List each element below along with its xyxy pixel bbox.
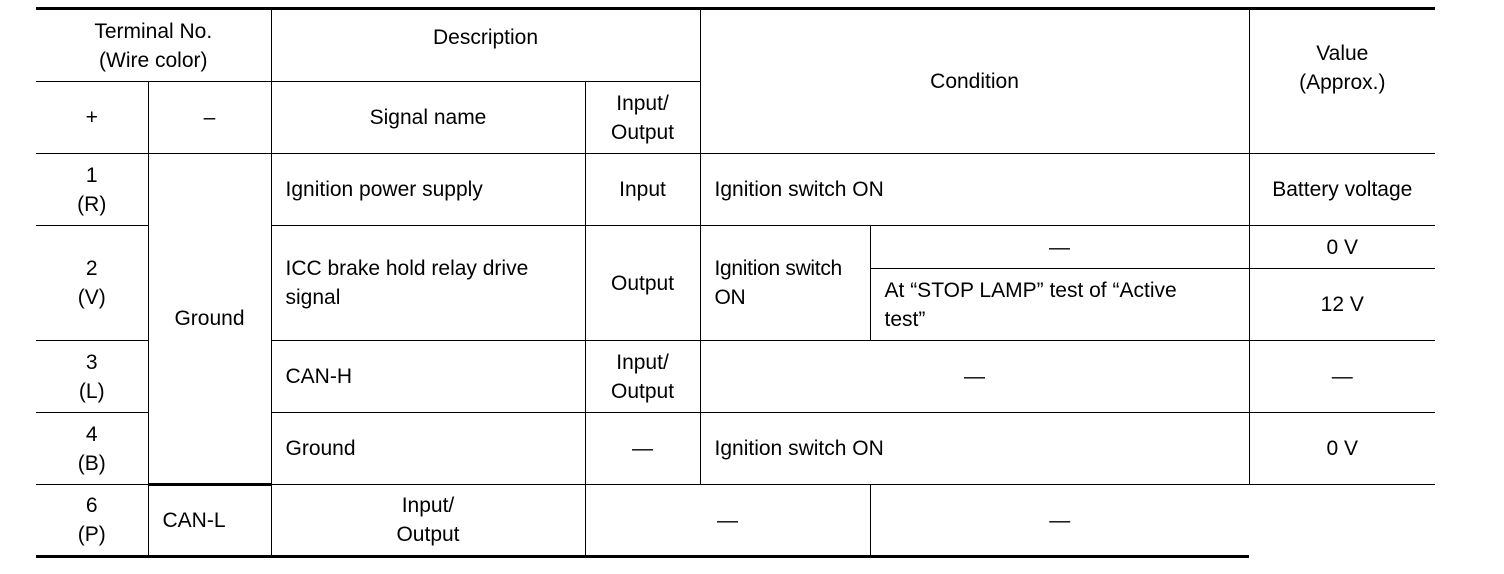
io-header bbox=[585, 82, 700, 154]
io-line1: Input/ bbox=[401, 494, 455, 517]
value-cell: 12 V bbox=[1249, 269, 1435, 341]
terminal-no-label: Terminal No. bbox=[94, 19, 213, 43]
wire-color: (R) bbox=[77, 192, 107, 216]
wire-color: (L) bbox=[78, 379, 105, 403]
terminal-spec-table bbox=[36, 7, 1435, 558]
condition-sub-cell: — bbox=[870, 226, 1249, 269]
io-label-line1: Input/ bbox=[616, 91, 669, 115]
value-cell: Battery voltage bbox=[1249, 154, 1435, 226]
io-cell bbox=[585, 341, 700, 413]
terminal-number: 6 bbox=[85, 494, 98, 517]
terminal-number: 4 bbox=[85, 422, 98, 446]
table-row bbox=[36, 154, 1435, 226]
condition-cell: Ignition switch ON bbox=[700, 154, 1249, 226]
terminal-cell bbox=[36, 485, 148, 557]
value-cell: — bbox=[1249, 341, 1435, 413]
signal-name-header: Signal name bbox=[271, 82, 585, 154]
condition-cell: — bbox=[585, 485, 870, 557]
signal-name-cell: CAN-H bbox=[271, 341, 585, 413]
approx-label: (Approx.) bbox=[1299, 70, 1386, 94]
table-row bbox=[36, 485, 1435, 557]
condition-sub-cell bbox=[870, 269, 1249, 341]
description-header bbox=[271, 9, 700, 82]
minus-header: – bbox=[148, 82, 271, 154]
signal-name-cell: CAN-L bbox=[148, 485, 271, 557]
io-line2: Output bbox=[396, 523, 460, 546]
signal-name-cell: Ignition power supply bbox=[271, 154, 585, 226]
terminal-cell bbox=[36, 413, 148, 485]
value-cell: 0 V bbox=[1249, 226, 1435, 269]
terminal-number: 1 bbox=[85, 163, 98, 187]
terminal-no-header bbox=[36, 9, 271, 82]
description-label: Description bbox=[432, 26, 539, 49]
terminal-cell bbox=[36, 341, 148, 413]
value-header bbox=[1249, 9, 1435, 154]
plus-header: + bbox=[36, 82, 148, 154]
condition-main-cell bbox=[700, 226, 870, 341]
wire-color: (B) bbox=[77, 451, 106, 475]
io-line2: Output bbox=[610, 379, 675, 403]
signal-name-cell: Ground bbox=[271, 413, 585, 485]
wire-color-label: (Wire color) bbox=[99, 48, 208, 72]
condition-cell: Ignition switch ON bbox=[700, 413, 1249, 485]
io-cell: — bbox=[585, 413, 700, 485]
value-cell: — bbox=[870, 485, 1249, 557]
terminal-cell bbox=[36, 226, 148, 341]
terminal-number: 3 bbox=[85, 350, 98, 374]
signal-name-cell bbox=[271, 226, 585, 341]
condition-cell: — bbox=[700, 341, 1249, 413]
condition-header: Condition bbox=[700, 9, 1249, 154]
io-line1: Input/ bbox=[616, 350, 669, 374]
signal-name-line2: signal bbox=[285, 286, 341, 309]
signal-name-line1: ICC brake hold relay drive bbox=[285, 257, 529, 280]
io-cell: Input bbox=[585, 154, 700, 226]
value-cell: 0 V bbox=[1249, 413, 1435, 485]
io-cell bbox=[271, 485, 585, 557]
condition-sub-line1: At “STOP LAMP” test of “Active bbox=[884, 278, 1177, 302]
io-label-line2: Output bbox=[610, 120, 675, 144]
ground-cell: Ground bbox=[148, 154, 271, 485]
wire-color: (P) bbox=[77, 523, 106, 546]
wire-color: (V) bbox=[77, 286, 106, 309]
terminal-cell bbox=[36, 154, 148, 226]
condition-sub-line2: test” bbox=[884, 307, 926, 331]
value-label: Value bbox=[1316, 41, 1369, 65]
condition-main-line2: ON bbox=[714, 286, 746, 309]
condition-main-line1: Ignition switch bbox=[714, 257, 842, 280]
io-cell: Output bbox=[585, 226, 700, 341]
header-row-1 bbox=[36, 9, 1435, 82]
terminal-number: 2 bbox=[85, 257, 98, 280]
